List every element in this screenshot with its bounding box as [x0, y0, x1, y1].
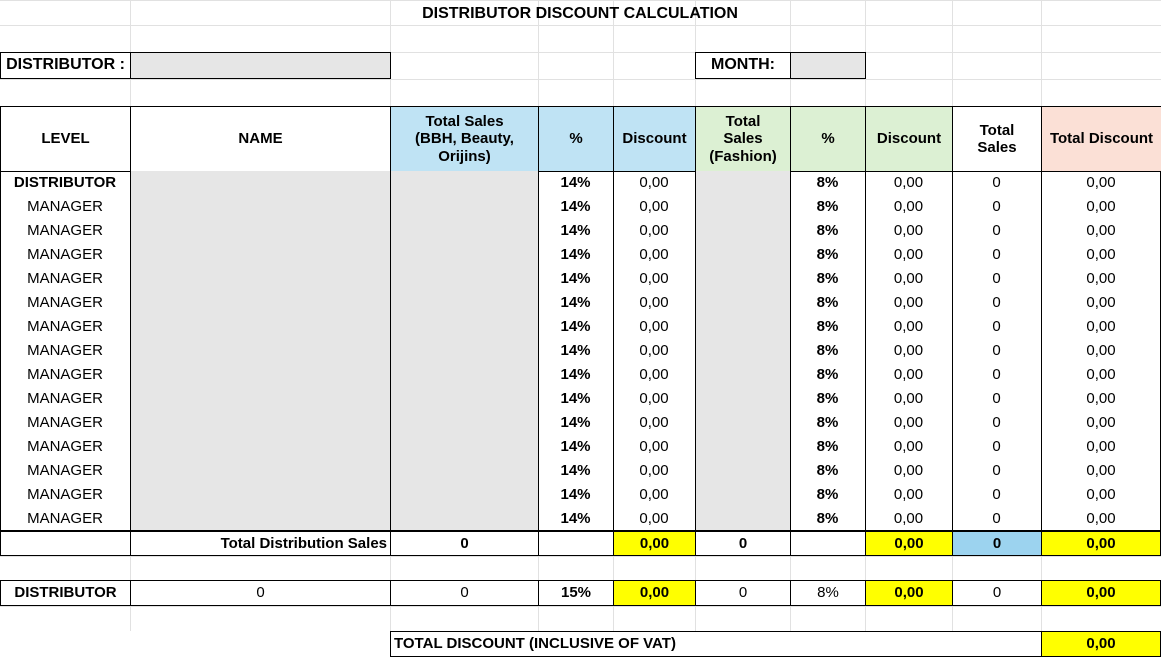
gridline [0, 556, 1161, 557]
total-discount-cell: 0,00 [1086, 510, 1116, 528]
discount1-cell: 0,00 [639, 246, 669, 264]
pct2-cell: 8% [816, 270, 839, 288]
sales-beauty-input[interactable] [390, 387, 538, 411]
sales-fashion-input[interactable] [695, 411, 790, 435]
level-cell: MANAGER [27, 318, 103, 336]
discount2-cell: 0,00 [893, 486, 924, 504]
discount1-cell: 0,00 [639, 198, 669, 216]
column-border [865, 171, 866, 531]
level-cell: MANAGER [27, 198, 103, 216]
header-line: Total [725, 113, 761, 131]
totals-blank-cell [538, 531, 614, 556]
header-line: (BBH, Beauty, [415, 130, 514, 148]
total-sales-cell: 0 [992, 318, 1001, 336]
sales-fashion-input[interactable] [695, 195, 790, 219]
distributor-total-discount: 0,00 [1041, 580, 1161, 606]
total-discount-cell: 0,00 [1086, 318, 1116, 336]
sales-beauty-input[interactable] [390, 411, 538, 435]
pct1-cell: 14% [560, 222, 591, 240]
sales-beauty-input[interactable] [390, 363, 538, 387]
sheet-title: DISTRIBUTOR DISCOUNT CALCULATION [422, 4, 738, 22]
discount2-cell: 0,00 [893, 270, 924, 288]
pct2-cell: 8% [816, 174, 839, 192]
name-input[interactable] [130, 171, 390, 195]
distributor-total-sales: 0 [952, 580, 1042, 606]
distributor-discount2: 0,00 [865, 580, 953, 606]
name-header-text: NAME [238, 130, 283, 148]
pct1-cell: 14% [560, 414, 591, 432]
column-border [130, 171, 131, 531]
total-sales-cell: 0 [992, 246, 1001, 264]
discount1-cell: 0,00 [639, 438, 669, 456]
sales-fashion-input[interactable] [695, 507, 790, 531]
discount2-cell: 0,00 [893, 510, 924, 528]
total-discount-cell: 0,00 [1086, 246, 1116, 264]
total-discount-cell: 0,00 [1086, 270, 1116, 288]
distributor-input[interactable] [130, 52, 391, 79]
level-cell: MANAGER [27, 390, 103, 408]
distributor-discount1: 0,00 [613, 580, 696, 606]
sales-beauty-input[interactable] [390, 291, 538, 315]
header-line: Total Sales [425, 113, 504, 131]
level-cell: MANAGER [27, 222, 103, 240]
total-discount-cell: 0,00 [1086, 462, 1116, 480]
level-cell: MANAGER [27, 246, 103, 264]
sales-fashion-input[interactable] [695, 459, 790, 483]
gridline [0, 79, 1161, 80]
name-input[interactable] [130, 291, 390, 315]
grand-total-label: TOTAL DISCOUNT (INCLUSIVE OF VAT) [390, 631, 1042, 657]
level-cell: MANAGER [27, 414, 103, 432]
discount2-cell: 0,00 [893, 174, 924, 192]
pct2-cell: 8% [816, 414, 839, 432]
discount1-cell: 0,00 [639, 342, 669, 360]
level-cell: MANAGER [27, 294, 103, 312]
discount1-cell: 0,00 [639, 390, 669, 408]
sales-fashion-input[interactable] [695, 315, 790, 339]
total-discount-header [1041, 106, 1161, 172]
total-discount-cell: 0,00 [1086, 414, 1116, 432]
pct1-header-text: % [569, 130, 583, 148]
name-input[interactable] [130, 195, 390, 219]
sales-beauty-input[interactable] [390, 507, 538, 531]
name-input[interactable] [130, 411, 390, 435]
total-discount-cell: 0,00 [1086, 294, 1116, 312]
gridline [0, 606, 1161, 607]
discount1-cell: 0,00 [639, 414, 669, 432]
level-header-text: LEVEL [41, 130, 90, 148]
level-cell: MANAGER [27, 462, 103, 480]
total-sales-cell: 0 [992, 222, 1001, 240]
total-sales-cell: 0 [992, 270, 1001, 288]
column-border [390, 171, 391, 531]
name-input[interactable] [130, 267, 390, 291]
discount2-header [865, 106, 953, 172]
total-sales-cell: 0 [992, 462, 1001, 480]
distributor-pct1: 15% [538, 580, 614, 606]
totals-blank-cell [0, 531, 131, 556]
header-line: Sales [977, 139, 1017, 156]
discount2-cell: 0,00 [893, 246, 924, 264]
discount1-cell: 0,00 [639, 318, 669, 336]
level-cell: MANAGER [27, 510, 103, 528]
discount1-cell: 0,00 [639, 510, 669, 528]
pct1-cell: 14% [560, 366, 591, 384]
sales-fashion-input[interactable] [695, 171, 790, 195]
level-cell: MANAGER [27, 438, 103, 456]
discount2-cell: 0,00 [893, 462, 924, 480]
totals-total-discount: 0,00 [1041, 531, 1161, 556]
pct1-cell: 14% [560, 270, 591, 288]
pct2-cell: 8% [816, 222, 839, 240]
pct1-cell: 14% [560, 174, 591, 192]
sales-fashion-input[interactable] [695, 291, 790, 315]
distributor-sales-fashion: 0 [695, 580, 791, 606]
header-line: (Fashion) [709, 147, 777, 165]
pct1-cell: 14% [560, 462, 591, 480]
gridline [0, 0, 1161, 1]
sales-beauty-input[interactable] [390, 459, 538, 483]
distributor-level: DISTRIBUTOR [0, 580, 131, 606]
totals-blank-cell [790, 531, 866, 556]
column-border [695, 171, 696, 531]
pct1-header [538, 106, 614, 172]
gridline [1041, 0, 1042, 106]
total-discount-cell: 0,00 [1086, 366, 1116, 384]
discount2-cell: 0,00 [893, 438, 924, 456]
total-discount-cell: 0,00 [1086, 174, 1116, 192]
pct2-header [790, 106, 866, 172]
month-input[interactable] [790, 52, 866, 79]
totals-discount1: 0,00 [613, 531, 696, 556]
level-cell: MANAGER [27, 270, 103, 288]
total-sales-cell: 0 [992, 174, 1001, 192]
sales-beauty-input[interactable] [390, 219, 538, 243]
name-input[interactable] [130, 363, 390, 387]
pct1-cell: 14% [560, 510, 591, 528]
discount2-cell: 0,00 [893, 342, 924, 360]
sales-beauty-input[interactable] [390, 483, 538, 507]
level-cell: MANAGER [27, 486, 103, 504]
name-input[interactable] [130, 435, 390, 459]
sales-fashion-input[interactable] [695, 387, 790, 411]
pct2-cell: 8% [816, 198, 839, 216]
name-input[interactable] [130, 387, 390, 411]
name-input[interactable] [130, 507, 390, 531]
total-sales-cell: 0 [992, 198, 1001, 216]
pct2-cell: 8% [816, 510, 839, 528]
name-header [130, 106, 391, 172]
name-input[interactable] [130, 219, 390, 243]
total-sales-cell: 0 [992, 390, 1001, 408]
totals-label: Total Distribution Sales [130, 531, 391, 556]
sales-beauty-input[interactable] [390, 339, 538, 363]
discount2-cell: 0,00 [893, 222, 924, 240]
name-input[interactable] [130, 483, 390, 507]
pct2-cell: 8% [816, 486, 839, 504]
gridline [952, 0, 953, 106]
sales-beauty-input[interactable] [390, 171, 538, 195]
discount1-cell: 0,00 [639, 294, 669, 312]
sales-fashion-input[interactable] [695, 219, 790, 243]
pct2-cell: 8% [816, 366, 839, 384]
pct2-cell: 8% [816, 390, 839, 408]
discount1-header-text: Discount [622, 130, 687, 148]
header-line: Total [979, 121, 1015, 139]
totals-total-sales: 0 [952, 531, 1042, 556]
pct2-header-text: % [821, 130, 835, 148]
total-sales-cell: 0 [992, 342, 1001, 360]
column-border [790, 171, 791, 531]
total-sales-cell: 0 [992, 486, 1001, 504]
total-sales-header [952, 106, 1042, 172]
sales-beauty-input[interactable] [390, 195, 538, 219]
total-discount-cell: 0,00 [1086, 222, 1116, 240]
total-sales-fashion-header [695, 106, 791, 172]
discount2-cell: 0,00 [893, 390, 924, 408]
header-line: Orijins) [438, 147, 491, 165]
total-discount-cell: 0,00 [1086, 390, 1116, 408]
discount1-header [613, 106, 696, 172]
total-sales-cell: 0 [992, 510, 1001, 528]
total-sales-cell: 0 [992, 438, 1001, 456]
total-sales-cell: 0 [992, 294, 1001, 312]
distributor-sales-beauty: 0 [390, 580, 539, 606]
sales-fashion-input[interactable] [695, 267, 790, 291]
header-line: Sales [723, 130, 763, 148]
name-input[interactable] [130, 315, 390, 339]
name-input[interactable] [130, 339, 390, 363]
sales-beauty-input[interactable] [390, 435, 538, 459]
name-input[interactable] [130, 243, 390, 267]
total-discount-cell: 0,00 [1086, 438, 1116, 456]
distributor-label: DISTRIBUTOR : [0, 52, 131, 79]
discount2-cell: 0,00 [893, 414, 924, 432]
total-discount-cell: 0,00 [1086, 486, 1116, 504]
name-input[interactable] [130, 459, 390, 483]
column-border [0, 171, 1, 531]
sales-beauty-input[interactable] [390, 267, 538, 291]
column-border [613, 171, 614, 531]
discount1-cell: 0,00 [639, 270, 669, 288]
column-border [952, 171, 953, 531]
column-border [1041, 171, 1042, 531]
pct1-cell: 14% [560, 294, 591, 312]
pct2-cell: 8% [816, 462, 839, 480]
sales-fashion-input[interactable] [695, 363, 790, 387]
level-header [0, 106, 131, 172]
discount1-cell: 0,00 [639, 462, 669, 480]
discount1-cell: 0,00 [639, 174, 669, 192]
sales-beauty-input[interactable] [390, 243, 538, 267]
sales-fashion-input[interactable] [695, 243, 790, 267]
total-sales-cell: 0 [992, 414, 1001, 432]
sales-fashion-input[interactable] [695, 435, 790, 459]
total-sales-cell: 0 [992, 366, 1001, 384]
pct1-cell: 14% [560, 198, 591, 216]
total-discount-cell: 0,00 [1086, 342, 1116, 360]
pct1-cell: 14% [560, 342, 591, 360]
pct2-cell: 8% [816, 438, 839, 456]
discount1-cell: 0,00 [639, 222, 669, 240]
totals-discount2: 0,00 [865, 531, 953, 556]
pct1-cell: 14% [560, 390, 591, 408]
discount2-header-text: Discount [876, 130, 942, 148]
discount1-cell: 0,00 [639, 486, 669, 504]
pct1-cell: 14% [560, 486, 591, 504]
level-cell: DISTRIBUTOR [13, 174, 117, 192]
discount2-cell: 0,00 [893, 198, 924, 216]
discount2-cell: 0,00 [893, 318, 924, 336]
distributor-name: 0 [130, 580, 391, 606]
level-cell: MANAGER [27, 342, 103, 360]
pct2-cell: 8% [816, 318, 839, 336]
sales-fashion-input[interactable] [695, 339, 790, 363]
sales-fashion-input[interactable] [695, 483, 790, 507]
total-discount-header-text: Total Discount [1049, 130, 1154, 148]
pct1-cell: 14% [560, 246, 591, 264]
pct1-cell: 14% [560, 438, 591, 456]
pct2-cell: 8% [816, 342, 839, 360]
column-border [538, 171, 539, 531]
discount2-cell: 0,00 [893, 366, 924, 384]
totals-sales-fashion: 0 [695, 531, 791, 556]
pct1-cell: 14% [560, 318, 591, 336]
total-sales-beauty-header [390, 106, 539, 172]
grand-total-value: 0,00 [1041, 631, 1161, 657]
discount2-cell: 0,00 [893, 294, 924, 312]
totals-sales-beauty: 0 [390, 531, 539, 556]
distributor-pct2: 8% [790, 580, 866, 606]
sales-beauty-input[interactable] [390, 315, 538, 339]
total-discount-cell: 0,00 [1086, 198, 1116, 216]
pct2-cell: 8% [816, 294, 839, 312]
month-label: MONTH: [695, 52, 791, 79]
level-cell: MANAGER [27, 366, 103, 384]
discount1-cell: 0,00 [639, 366, 669, 384]
pct2-cell: 8% [816, 246, 839, 264]
